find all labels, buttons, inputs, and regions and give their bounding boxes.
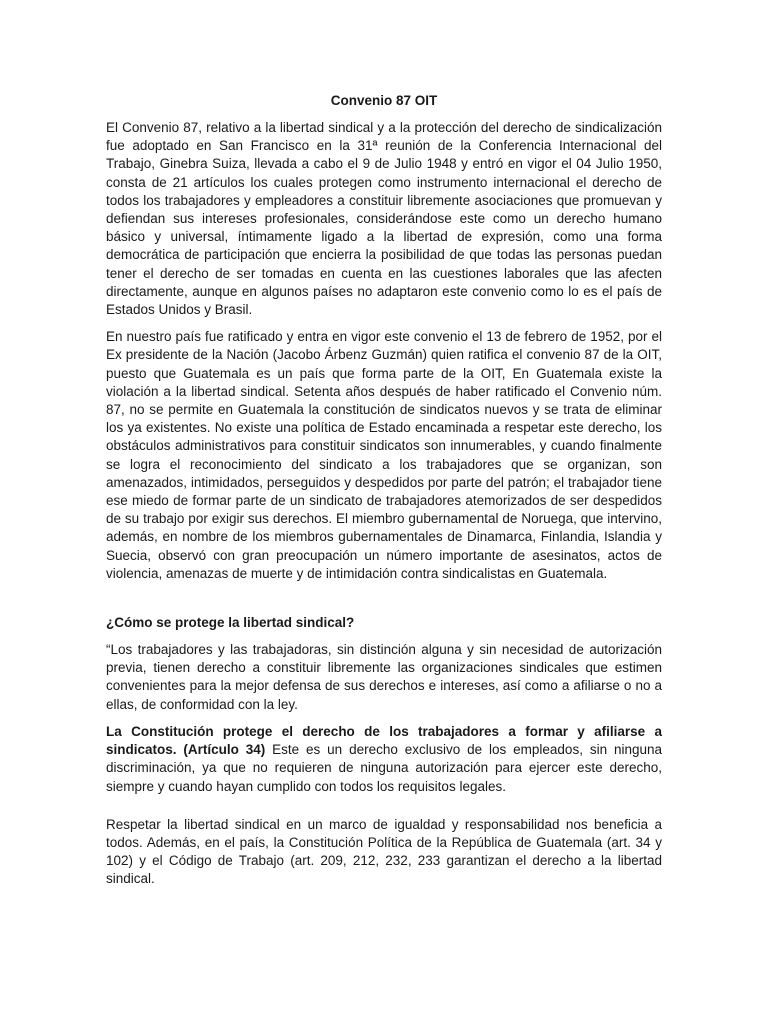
constitution-rest-text: Este es un derecho exclusivo de los empleados, sin ninguna discriminación, ya que no requieren de ninguna autorización para ejercer este derecho, siempre y cuando hayan cumplido con todos los requisitos legales.: [106, 742, 662, 794]
paragraph-quote: “Los trabajadores y las trabajadoras, sin distinción alguna y sin necesidad de autorización previa, tienen derecho a constituir libremente las organizaciones sindicales que estimen convenientes para la mejor defensa de sus derechos e intereses, así como a afiliarse o no a ellas, de conformidad con la ley.: [106, 642, 662, 712]
paragraph-convenio-intro: El Convenio 87, relativo a la libertad sindical y a la protección del derecho de sindicalización fue adoptado en San Francisco en la 31ª reunión de la Conferencia Internacional del Trabajo, Ginebra Suiza, llevada a cabo el 9 de Julio 1948 y entró en vigor el 04 Julio 1950, consta de 21 artículos los cuales protegen como instrumento internacional el derecho de todos los trabajadores y empleadores a constituir libremente asociaciones que promuevan y defiendan sus intereses profesionales, considerándose este como un derecho humano básico y universal, íntimamente ligado a la libertad de expresión, como una forma democrática de participación que encierra la posibilidad de que todas las personas puedan tener el derecho de ser tomadas en cuenta en las cuestiones laborales que las afecten directamente, aunque en algunos países no adaptaron este convenio como lo es el país de Estados Unidos y Brasil.: [106, 120, 662, 318]
paragraph-guatemala-ratification: En nuestro país fue ratificado y entra en vigor este convenio el 13 de febrero de 1952, por el Ex presidente de la Nación (Jacobo Árbenz Guzmán) quien ratifica el convenio 87 de la OIT, puesto que Guatemala es un país que forma parte de la OIT, En Guatemala existe la violación a la libertad sindical. Setenta años después de haber ratificado el Convenio núm. 87, no se permite en Guatemala la constitución de sindicatos nuevos y se trata de eliminar los ya existentes. No existe una política de Estado encaminada a respetar este derecho, los obstáculos administrativos para constituir sindicatos son innumerables, y cuando finalmente se logra el reconocimiento del sindicato a los trabajadores que se organizan, son amenazados, intimidados, perseguidos y despedidos por parte del patrón; el trabajador tiene ese miedo de formar parte de un sindicato de trabajadores atemorizados de ser despedidos de su trabajo por exigir sus derechos. El miembro gubernamental de Noruega, que intervino, además, en nombre de los miembros gubernamentales de Dinamarca, Finlandia, Islandia y Suecia, observó con gran preocupación un número importante de asesinatos, actos de violencia, amenazas de muerte y de intimidación contra sindicalistas en Guatemala.: [106, 329, 662, 581]
constitution-bold-text: La Constitución protege el derecho de los trabajadores a formar y afiliarse a sindicatos. (Artículo 34): [106, 723, 662, 758]
section-heading: ¿Cómo se protege la libertad sindical?: [106, 615, 355, 631]
paragraph-conclusion: Respetar la libertad sindical en un marco de igualdad y responsabilidad nos beneficia a todos. Además, en el país, la Constitución Política de la República de Guatemala (art. 34 y 102) y el Código de Trabajo (art. 209, 212, 232, 233 garantizan el derecho a la libertad sindical.: [106, 816, 662, 887]
paragraph-constitution: [106, 723, 662, 796]
document-title: Convenio 87 OIT: [330, 93, 438, 108]
